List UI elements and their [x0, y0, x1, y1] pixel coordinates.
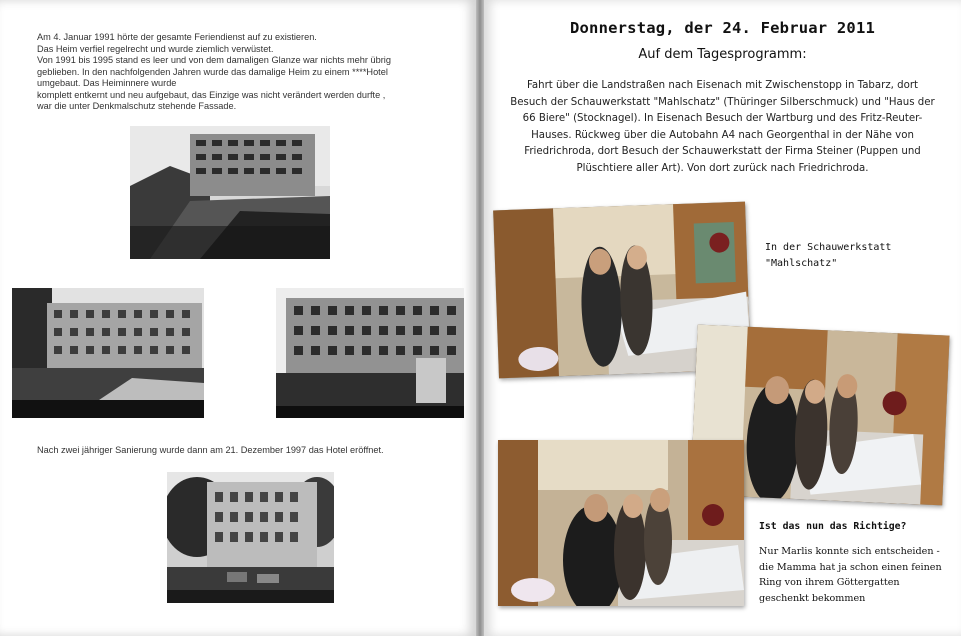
left-album-page: [0, 0, 476, 636]
photo-workshop-3: [498, 440, 744, 606]
history-text-line-6: komplett entkernt und neu aufgebaut, das Einzige was nicht verändert werden durfte ,: [37, 89, 386, 100]
question-heading: Ist das nun das Richtige?: [759, 521, 907, 532]
program-line-5: Friedrichroda, dort Besuch der Schauwerkstatt der Firma Steiner (Puppen und: [524, 146, 921, 157]
photo-renovated-hotel: [167, 472, 334, 603]
page-title: Donnerstag, der 24. Februar 2011: [569, 19, 876, 37]
history-text-line-3: Von 1991 bis 1995 stand es leer und von dem damaligen Glanze war nichts mehr übrig: [37, 55, 391, 65]
program-line-2: Besuch der Schauwerkstatt "Mahlschatz" (Thüringer Silberschmuck) und "Haus der: [510, 96, 935, 108]
program-line-4: Hauses. Rückweg über die Autobahn A4 nach Georgenthal in der Nähe von: [531, 129, 914, 141]
photo-facade-construction-left: [12, 288, 204, 418]
answer-line-1: Nur Marlis konnte sich entscheiden -: [759, 546, 940, 557]
photo-building-ruin: [130, 126, 330, 259]
answer-line-2: die Mamma hat ja schon einen feinen: [759, 561, 942, 573]
book-gutter: [476, 0, 484, 636]
page-subtitle: Auf dem Tagesprogramm:: [638, 47, 807, 62]
right-album-page: [484, 0, 961, 636]
answer-line-3: Ring von ihrem Göttergatten: [759, 577, 900, 588]
history-text-line-4: geblieben. In den nachfolgenden Jahren wurde das damalige Heim zu einem ****Hotel: [37, 66, 388, 77]
history-text-line-7: war die unter Denkmalschutz stehende Fassade.: [37, 101, 237, 111]
history-text-line-5: umgebaut. Das Heiminnere wurde: [37, 78, 177, 88]
program-line-3: 66 Biere" (Stocknagel). In Eisenach Besuch der Wartburg und des Fritz-Reuter-: [522, 113, 923, 124]
program-line-1: Fahrt über die Landstraßen nach Eisenach mit Zwischenstopp in Tabarz, dort: [526, 80, 919, 91]
program-line-6: Plüschtiere aller Art). Von dort zurück nach Friedrichroda.: [576, 162, 869, 174]
photo-facade-construction-right: [276, 288, 464, 418]
reopening-caption: Nach zwei jähriger Sanierung wurde dann am 21. Dezember 1997 das Hotel eröffnet.: [37, 445, 384, 455]
history-text-line-1: Am 4. Januar 1991 hörte der gesamte Feriendienst auf zu existieren.: [37, 32, 317, 42]
workshop-caption-line-1: In der Schauwerkstatt: [765, 242, 892, 253]
history-text-line-2: Das Heim verfiel regelrecht und wurde ziemlich verwüstet.: [37, 43, 274, 54]
answer-line-4: geschenkt bekommen: [759, 592, 866, 604]
workshop-caption-line-2: "Mahlschatz": [765, 258, 838, 269]
